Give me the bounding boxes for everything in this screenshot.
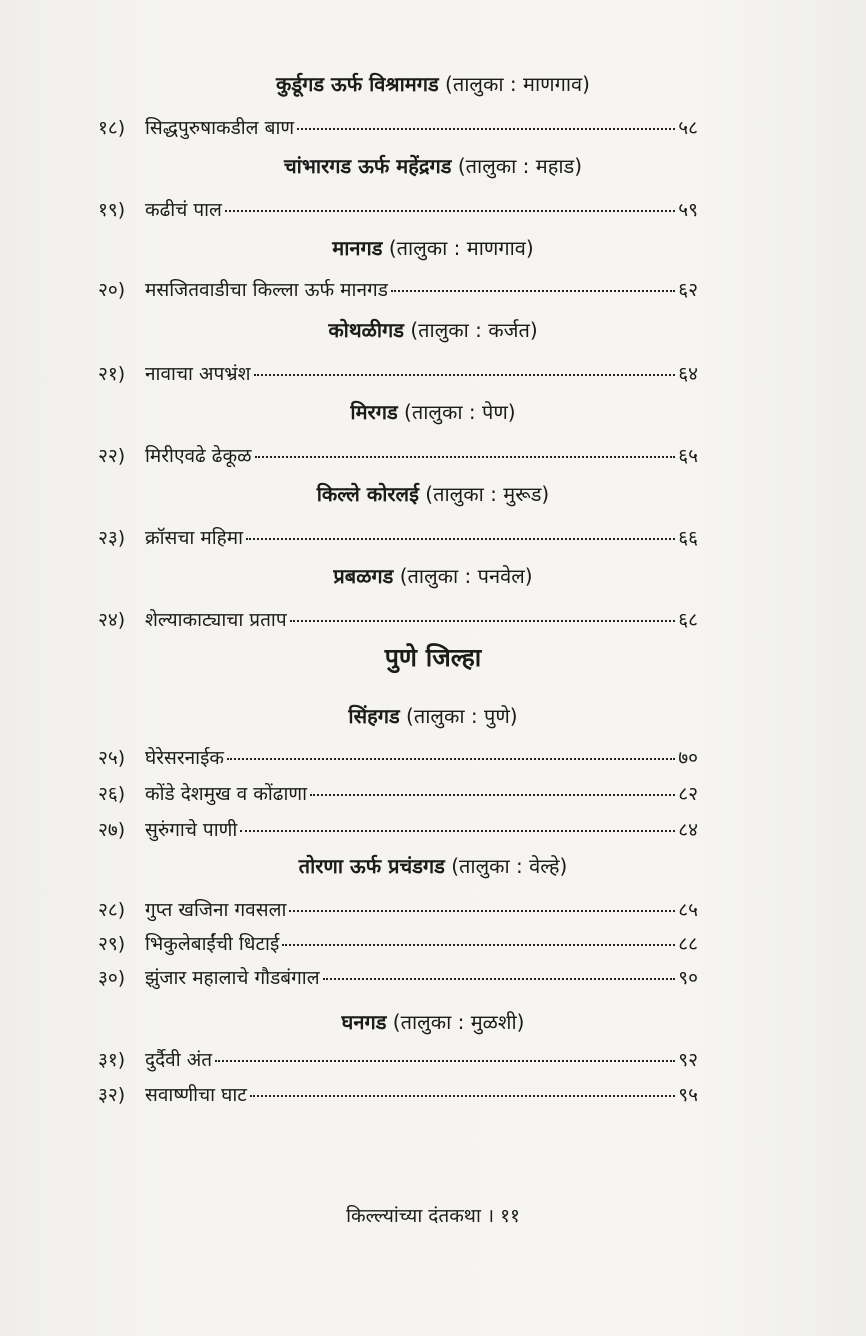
entry-title: क्रॉसचा महिमा: [145, 527, 244, 549]
entry-title: दुर्दैवी अंत: [145, 1049, 213, 1071]
fort-heading: [0, 562, 866, 590]
toc-entry: [98, 1046, 698, 1074]
toc-entry: [98, 930, 698, 958]
fort-heading: [0, 316, 866, 344]
fort-heading: [0, 702, 866, 730]
entry-number: २९): [98, 933, 126, 955]
entry-number: २२): [98, 445, 126, 467]
taluka-label: (तालुका : मुरूड): [425, 482, 550, 506]
entry-page: ६२: [678, 279, 698, 301]
fort-name: कोथळीगड: [328, 318, 404, 342]
toc-entry: [98, 816, 698, 844]
entry-page: ६८: [678, 609, 698, 631]
fort-name: चांभारगड ऊर्फ महेंद्रगड: [283, 154, 452, 178]
entry-page: ८२: [678, 783, 698, 805]
entry-number: २८): [98, 899, 126, 921]
entry-page: ६५: [678, 445, 698, 467]
entry-page: ९५: [678, 1084, 698, 1106]
entry-page: ६६: [678, 527, 698, 549]
entry-title: नावाचा अपभ्रंश: [145, 363, 251, 385]
dot-leader: [391, 290, 675, 292]
entry-number: १९): [98, 199, 126, 221]
taluka-label: (तालुका : पनवेल): [399, 564, 533, 588]
entry-number: ३२): [98, 1084, 126, 1106]
entry-title: गुप्त खजिना गवसला: [145, 899, 287, 921]
entry-title: शेल्याकाट्याचा प्रताप: [145, 609, 287, 631]
dot-leader: [240, 830, 675, 832]
entry-page: ८५: [678, 899, 698, 921]
toc-entry: [98, 896, 698, 924]
taluka-label: (तालुका : वेल्हे): [451, 854, 568, 878]
entry-page: ९२: [678, 1049, 698, 1071]
taluka-label: (तालुका : महाड): [457, 154, 583, 178]
toc-entry: [98, 964, 698, 992]
fort-heading: [0, 1008, 866, 1036]
taluka-label: (तालुका : पेण): [404, 400, 516, 424]
entry-page: ५९: [678, 199, 698, 221]
entry-number: २७): [98, 819, 126, 841]
toc-entry: [98, 780, 698, 808]
entry-title: कोंडे देशमुख व कोंढाणा: [145, 783, 308, 805]
entry-number: २६): [98, 783, 126, 805]
toc-entry: [98, 360, 698, 388]
entry-page: ६४: [678, 363, 698, 385]
dot-leader: [289, 910, 675, 912]
taluka-label: (तालुका : माणगाव): [388, 236, 534, 260]
toc-entry: [98, 1081, 698, 1109]
taluka-label: (तालुका : कर्जत): [410, 318, 538, 342]
district-heading: पुणे जिल्हा: [384, 643, 482, 672]
entry-title: मसजितवाडीचा किल्ला ऊर्फ मानगड: [145, 279, 388, 301]
fort-name: तोरणा ऊर्फ प्रचंडगड: [298, 854, 445, 878]
dot-leader: [282, 944, 675, 946]
dot-leader: [225, 210, 675, 212]
entry-title: भिकुलेबाईंची धिटाई: [145, 933, 280, 955]
toc-entry: [98, 524, 698, 552]
fort-heading: [0, 480, 866, 508]
page-footer: किल्ल्यांच्या दंतकथा । ११: [346, 1205, 520, 1227]
dot-leader: [310, 794, 675, 796]
entry-number: ३१): [98, 1049, 126, 1071]
fort-name: प्रबळगड: [333, 564, 394, 588]
entry-number: २०): [98, 279, 126, 301]
entry-number: ३०): [98, 967, 126, 989]
dot-leader: [215, 1060, 675, 1062]
fort-name: किल्ले कोरलई: [316, 482, 419, 506]
dot-leader: [290, 620, 676, 622]
toc-entry: [98, 276, 698, 304]
entry-title: घेरेसरनाईक: [145, 747, 225, 769]
taluka-label: (तालुका : मुळशी): [392, 1010, 525, 1034]
fort-heading: [0, 70, 866, 98]
entry-number: १८): [98, 117, 126, 139]
entry-title: झुंजार महालाचे गौडबंगाल: [145, 967, 320, 989]
entry-page: ७०: [678, 747, 698, 769]
fort-name: घनगड: [341, 1010, 387, 1034]
taluka-label: (तालुका : पुणे): [406, 704, 518, 728]
fort-name: मिरगड: [350, 400, 398, 424]
entry-title: सुरुंगाचे पाणी: [145, 819, 238, 841]
fort-name: कुर्डूगड ऊर्फ विश्रामगड: [276, 72, 439, 96]
toc-entry: [98, 606, 698, 634]
fort-heading: [0, 398, 866, 426]
entry-number: २१): [98, 363, 126, 385]
entry-title: कढीचं पाल: [145, 199, 222, 221]
toc-entry: [98, 114, 698, 142]
fort-heading: [0, 152, 866, 180]
dot-leader: [323, 978, 676, 980]
fort-name: सिंहगड: [348, 704, 400, 728]
dot-leader: [250, 1095, 675, 1097]
entry-title: सिद्धपुरुषाकडील बाण: [145, 117, 295, 139]
dot-leader: [227, 758, 675, 760]
dot-leader: [255, 456, 676, 458]
toc-entry: [98, 744, 698, 772]
entry-page: ५८: [678, 117, 698, 139]
taluka-label: (तालुका : माणगाव): [445, 72, 590, 96]
entry-page: ८४: [678, 819, 698, 841]
toc-entry: [98, 442, 698, 470]
entry-number: २४): [98, 609, 126, 631]
fort-name: मानगड: [332, 236, 383, 260]
entry-title: मिरीएवढे ढेकूळ: [145, 445, 252, 467]
dot-leader: [246, 538, 675, 540]
dot-leader: [254, 374, 676, 376]
entry-title: सवाष्णीचा घाट: [145, 1084, 247, 1106]
dot-leader: [297, 128, 675, 130]
entry-number: २५): [98, 747, 126, 769]
toc-entry: [98, 196, 698, 224]
entry-page: ९०: [678, 967, 698, 989]
fort-heading: [0, 234, 866, 262]
entry-page: ८८: [678, 933, 698, 955]
fort-heading: [0, 852, 866, 880]
entry-number: २३): [98, 527, 126, 549]
